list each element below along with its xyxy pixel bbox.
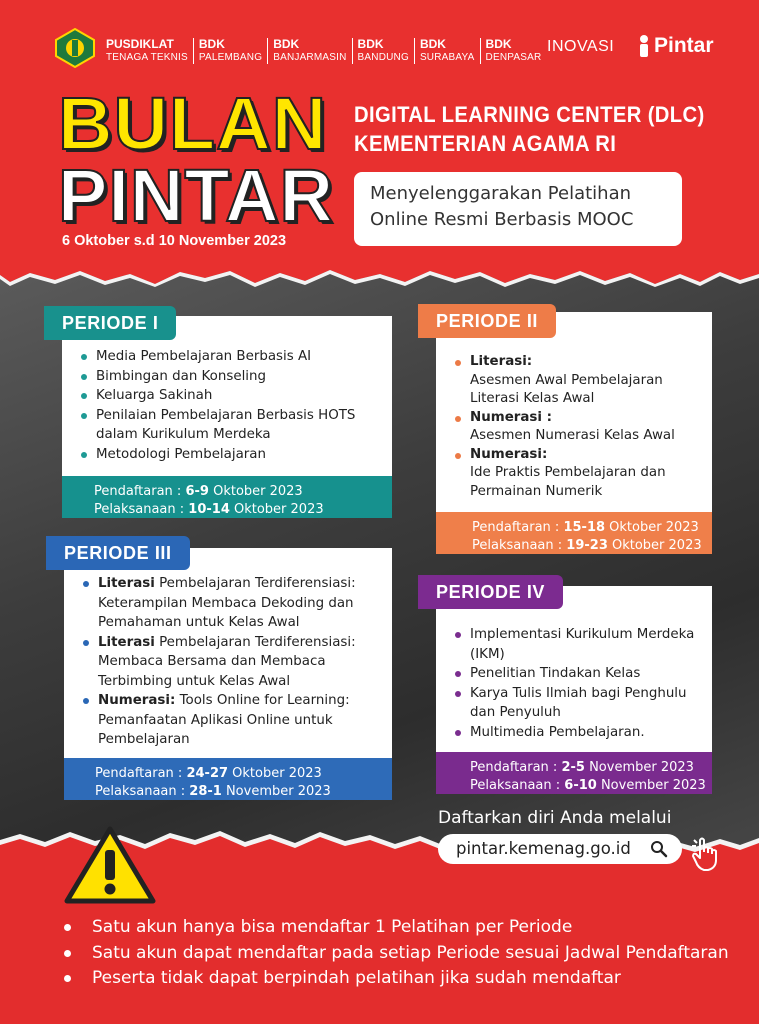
- org-bdk-surabaya: BDK SURABAYA: [414, 38, 480, 64]
- register-url-field[interactable]: [438, 834, 682, 864]
- org-bdk-banjarmasin: BDK BANJARMASIN: [267, 38, 351, 64]
- periode-2-tag: PERIODE II: [418, 304, 556, 338]
- periode-2-schedule: Pendaftaran : 15-18 Oktober 2023 Pelaksanaan : 19-23 Oktober 2023: [436, 512, 712, 554]
- dlc-title: DIGITAL LEARNING CENTER (DLC) KEMENTERIAN AGAMA RI: [354, 102, 705, 156]
- periode-2-card: [436, 312, 712, 554]
- list-item: Penelitian Tindakan Kelas: [450, 664, 712, 684]
- list-item: Numerasi: Ide Praktis Pembelajaran dan Permainan Numerik: [450, 446, 712, 502]
- warning-icon: [64, 826, 156, 904]
- organizer-list: [104, 38, 546, 64]
- list-item: Bimbingan dan Konseling: [76, 367, 392, 387]
- kemenag-logo-icon: [54, 28, 96, 68]
- org-pusdiklat: PUSDIKLAT TENAGA TEKNIS: [106, 37, 188, 63]
- pointer-hand-icon: [688, 836, 726, 874]
- inovasi-logo: INOVASI: [547, 38, 615, 55]
- list-item: Multimedia Pembelajaran.: [450, 723, 712, 743]
- pintar-pin-icon: [634, 34, 654, 58]
- periode-3-schedule: Pendaftaran : 24-27 Oktober 2023 Pelaksanaan : 28-1 November 2023: [64, 758, 392, 800]
- register-label: Daftarkan diri Anda melalui: [438, 808, 672, 828]
- list-item: Numerasi : Asesmen Numerasi Kelas Awal: [450, 409, 712, 446]
- list-item: Penilaian Pembelajaran Berbasis HOTS dalam Kurikulum Merdeka: [76, 406, 392, 445]
- periode-3-tag: PERIODE III: [46, 536, 190, 570]
- header: [0, 0, 759, 285]
- notes-list: [64, 915, 729, 992]
- periode-4-tag: PERIODE IV: [418, 575, 563, 609]
- list-item: Karya Tulis Ilmiah bagi Penghulu dan Penyuluh: [450, 684, 712, 723]
- periode-1-tag: PERIODE I: [44, 306, 176, 340]
- list-item: Peserta tidak dapat berpindah pelatihan jika sudah mendaftar: [64, 966, 729, 992]
- list-item: Media Pembelajaran Berbasis AI: [76, 347, 392, 367]
- periode-4-schedule: Pendaftaran : 2-5 November 2023 Pelaksanaan : 6-10 November 2023: [436, 752, 712, 794]
- periode-1-card: [62, 316, 392, 518]
- list-item: Implementasi Kurikulum Merdeka (IKM): [450, 625, 712, 664]
- periode-2-list: [436, 312, 712, 501]
- org-bdk-palembang: BDK PALEMBANG: [193, 38, 267, 64]
- title-bulan: BULAN: [58, 82, 328, 165]
- list-item: Keluarga Sakinah: [76, 386, 392, 406]
- list-item: Satu akun hanya bisa mendaftar 1 Pelatihan per Periode: [64, 915, 729, 941]
- periode-3-card: [64, 548, 392, 800]
- mooc-box: Menyelenggarakan Pelatihan Online Resmi Berbasis MOOC: [354, 172, 682, 246]
- list-item: Literasi Pembelajaran Terdiferensiasi: Membaca Bersama dan Membaca Terbimbing untuk Kelas Awal: [78, 633, 392, 692]
- list-item: Numerasi: Tools Online for Learning: Pemanfaatan Aplikasi Online untuk Pembelajaran: [78, 691, 392, 750]
- periode-4-card: [436, 586, 712, 794]
- org-bdk-denpasar: BDK DENPASAR: [480, 38, 547, 64]
- list-item: Literasi Pembelajaran Terdiferensiasi: Keterampilan Membaca Dekoding dan Pemahaman untuk Kelas Awal: [78, 574, 392, 633]
- list-item: Literasi: Asesmen Awal Pembelajaran Literasi Kelas Awal: [450, 353, 712, 409]
- list-item: Satu akun dapat mendaftar pada setiap Periode sesuai Jadwal Pendaftaran: [64, 941, 729, 967]
- periode-1-schedule: Pendaftaran : 6-9 Oktober 2023 Pelaksanaan : 10-14 Oktober 2023: [62, 476, 392, 518]
- periode-4-list: [436, 586, 712, 742]
- periode-3-list: [64, 548, 392, 750]
- torn-edge-top: [0, 262, 759, 288]
- title-pintar: PINTAR: [58, 154, 334, 237]
- search-icon[interactable]: [650, 840, 668, 858]
- org-bdk-bandung: BDK BANDUNG: [352, 38, 414, 64]
- register-url[interactable]: pintar.kemenag.go.id: [456, 839, 631, 858]
- event-dates: 6 Oktober s.d 10 November 2023: [62, 233, 287, 249]
- list-item: Metodologi Pembelajaran: [76, 445, 392, 465]
- pintar-logo: Pintar: [634, 34, 714, 58]
